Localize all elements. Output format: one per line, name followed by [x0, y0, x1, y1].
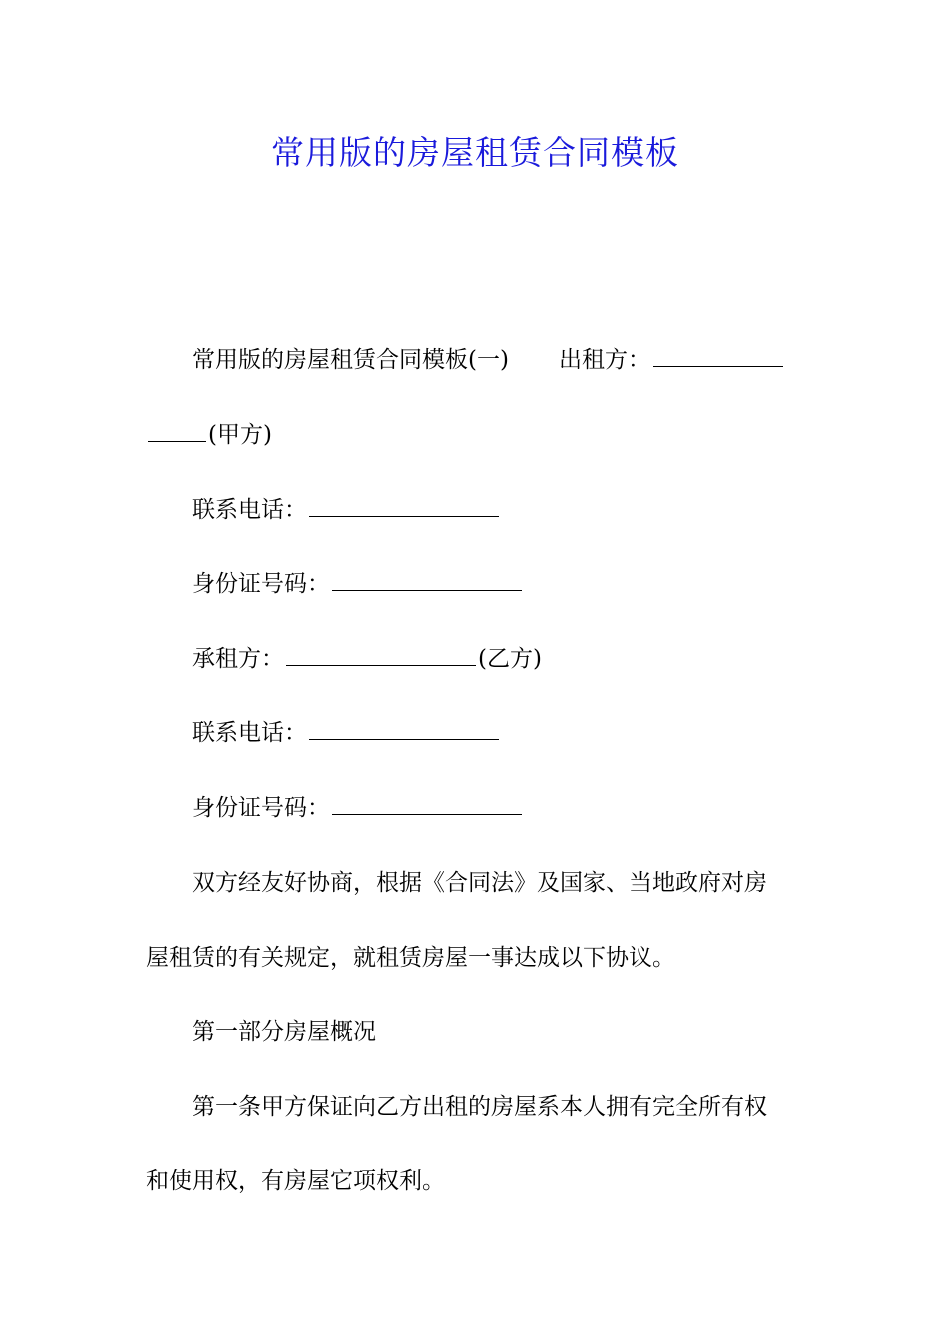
agreement-paragraph-line-2: 屋租赁的有关规定，就租赁房屋一事达成以下协议。 — [146, 945, 675, 971]
agreement-paragraph-line-1: 双方经友好协商，根据《合同法》及国家、当地政府对房 — [192, 870, 767, 896]
party-a-line — [146, 418, 806, 452]
lessor-phone-line — [192, 493, 806, 527]
lessor-label: 出租方： — [558, 347, 651, 373]
lessor-name-blank[interactable] — [653, 344, 783, 367]
lessee-label: 承租方： — [192, 646, 284, 672]
lessee-id-blank[interactable] — [332, 792, 522, 815]
lessor-phone-label: 联系电话： — [192, 497, 307, 523]
lessee-name-blank[interactable] — [286, 643, 476, 666]
party-a-label: (甲方) — [208, 422, 272, 448]
article-one-line-1: 第一条甲方保证向乙方出租的房屋系本人拥有完全所有权 — [192, 1094, 767, 1120]
lessee-phone-blank[interactable] — [309, 717, 499, 740]
section-heading: 第一部分房屋概况 — [192, 1019, 376, 1045]
lessee-id-label: 身份证号码： — [192, 795, 330, 821]
lessee-line — [192, 642, 806, 676]
lessor-id-blank[interactable] — [332, 568, 522, 591]
page-title: 常用版的房屋租赁合同模板 — [271, 133, 679, 172]
lessee-id-line — [192, 791, 806, 825]
contract-subtitle: 常用版的房屋租赁合同模板(一) — [192, 347, 509, 373]
party-b-label: (乙方) — [478, 646, 542, 672]
contract-heading-line — [192, 343, 806, 377]
lessor-name-blank-continued[interactable] — [148, 419, 206, 442]
lessor-id-line — [192, 567, 806, 601]
lessee-phone-line — [192, 716, 806, 750]
lessor-phone-blank[interactable] — [309, 494, 499, 517]
lessee-phone-label: 联系电话： — [192, 720, 307, 746]
lessor-id-label: 身份证号码： — [192, 571, 330, 597]
article-one-line-2: 和使用权，有房屋它项权利。 — [146, 1168, 445, 1194]
